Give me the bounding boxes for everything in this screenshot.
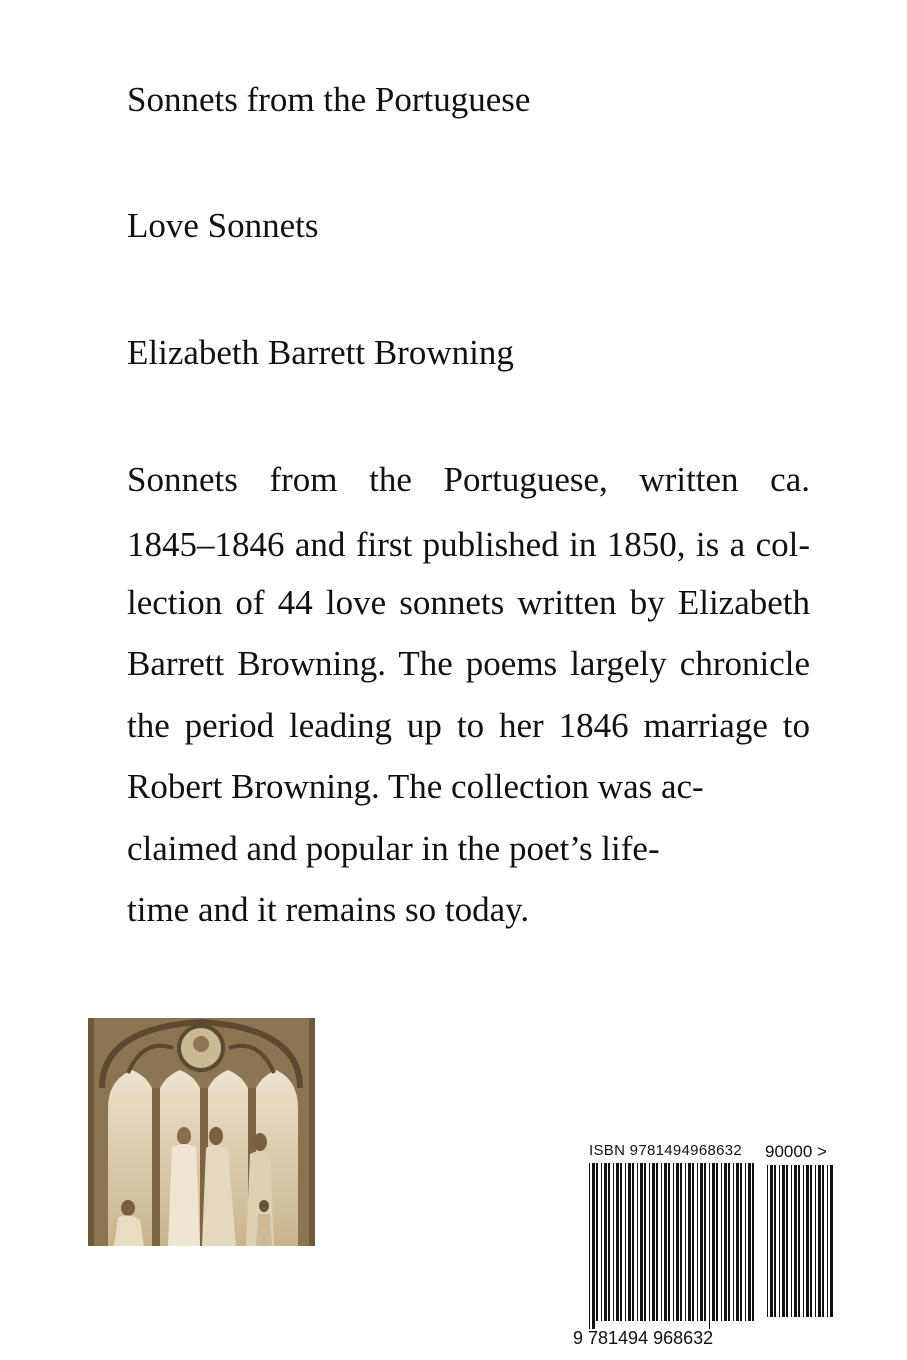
description-line: time and it remains so today. xyxy=(127,890,530,929)
barcode-bar xyxy=(724,1163,727,1321)
barcode-bar xyxy=(628,1163,631,1321)
barcode-bar xyxy=(673,1163,674,1321)
barcode-bar xyxy=(656,1163,658,1321)
description-line: the period leading up to her 1846 marriage to xyxy=(127,706,810,745)
price-addon-barcode xyxy=(767,1165,833,1325)
book-author: Elizabeth Barrett Browning xyxy=(127,333,514,372)
barcode-bar xyxy=(733,1163,734,1321)
barcode-bar xyxy=(625,1163,626,1321)
barcode-bar xyxy=(608,1163,610,1321)
description-line: Sonnets from the Portuguese, written ca. xyxy=(127,460,810,499)
barcode-bar xyxy=(740,1163,742,1321)
barcode-bar xyxy=(676,1163,679,1321)
description-line: Robert Browning. The collection was ac- xyxy=(127,767,704,806)
barcode-bar xyxy=(736,1163,739,1321)
barcode-bar xyxy=(822,1165,824,1317)
barcode-bar xyxy=(709,1163,710,1329)
barcode-bar xyxy=(774,1165,776,1317)
barcode-bar xyxy=(827,1165,828,1317)
barcode-bar xyxy=(589,1163,590,1329)
barcode-bar xyxy=(680,1163,682,1321)
barcode-bar xyxy=(770,1165,773,1317)
barcode-bar xyxy=(604,1163,607,1321)
barcode-bar xyxy=(632,1163,634,1321)
barcode-bar xyxy=(700,1163,703,1321)
barcode-bar xyxy=(620,1163,622,1321)
barcode-bar xyxy=(728,1163,730,1321)
gothic-window-figures-image xyxy=(88,1018,315,1246)
cover-artwork xyxy=(88,1018,315,1246)
isbn-label: ISBN 9781494968632 xyxy=(589,1142,743,1159)
barcode-bar xyxy=(794,1165,797,1317)
barcode-bar xyxy=(637,1163,638,1321)
barcode-bar xyxy=(596,1163,598,1321)
description-line: lection of 44 love sonnets written by Elizabeth xyxy=(127,583,810,622)
barcode-bar xyxy=(791,1165,792,1317)
barcode-bar xyxy=(767,1165,768,1317)
barcode-bar xyxy=(798,1165,800,1317)
barcode-bar xyxy=(712,1163,715,1321)
barcode-bar xyxy=(748,1163,751,1321)
barcode-bar xyxy=(592,1163,595,1329)
barcode-bar xyxy=(661,1163,662,1321)
barcode-bar xyxy=(664,1163,667,1321)
barcode-bar xyxy=(697,1163,698,1321)
barcode-bar xyxy=(815,1165,816,1317)
barcode-bar xyxy=(668,1163,670,1321)
barcode-bar xyxy=(688,1163,691,1321)
barcode-bar xyxy=(803,1165,804,1317)
ean-digits: 9 781494 968632 xyxy=(573,1328,714,1348)
description-line: Barrett Browning. The poems largely chronicle xyxy=(127,644,810,683)
barcode-bar xyxy=(601,1163,602,1321)
description-line: 1845–1846 and first published in 1850, is a col- xyxy=(127,525,810,564)
book-subtitle: Love Sonnets xyxy=(127,206,319,245)
barcode-bar xyxy=(716,1163,718,1321)
isbn-barcode xyxy=(589,1163,757,1329)
barcode-bar xyxy=(685,1163,686,1321)
barcode-bar xyxy=(649,1163,650,1321)
barcode-bar xyxy=(721,1163,722,1321)
barcode-bar xyxy=(704,1163,706,1321)
barcode-bar xyxy=(806,1165,809,1317)
barcode-bar xyxy=(613,1163,614,1321)
barcode-bar xyxy=(818,1165,821,1317)
description-line: claimed and popular in the poet’s life- xyxy=(127,829,660,868)
barcode-bar xyxy=(810,1165,812,1317)
price-code: 90000 > xyxy=(765,1142,827,1161)
barcode-bar xyxy=(644,1163,646,1321)
barcode-bar xyxy=(640,1163,643,1321)
barcode-bar xyxy=(752,1163,754,1321)
barcode-bar xyxy=(782,1165,785,1317)
barcode-bar xyxy=(830,1165,833,1317)
book-title: Sonnets from the Portuguese xyxy=(127,80,531,119)
barcode-bar xyxy=(692,1163,694,1321)
barcode-bar xyxy=(616,1163,619,1321)
barcode-bar xyxy=(652,1163,655,1321)
barcode-bar xyxy=(779,1165,780,1317)
barcode-bar xyxy=(786,1165,788,1317)
barcode-bar xyxy=(745,1163,746,1321)
